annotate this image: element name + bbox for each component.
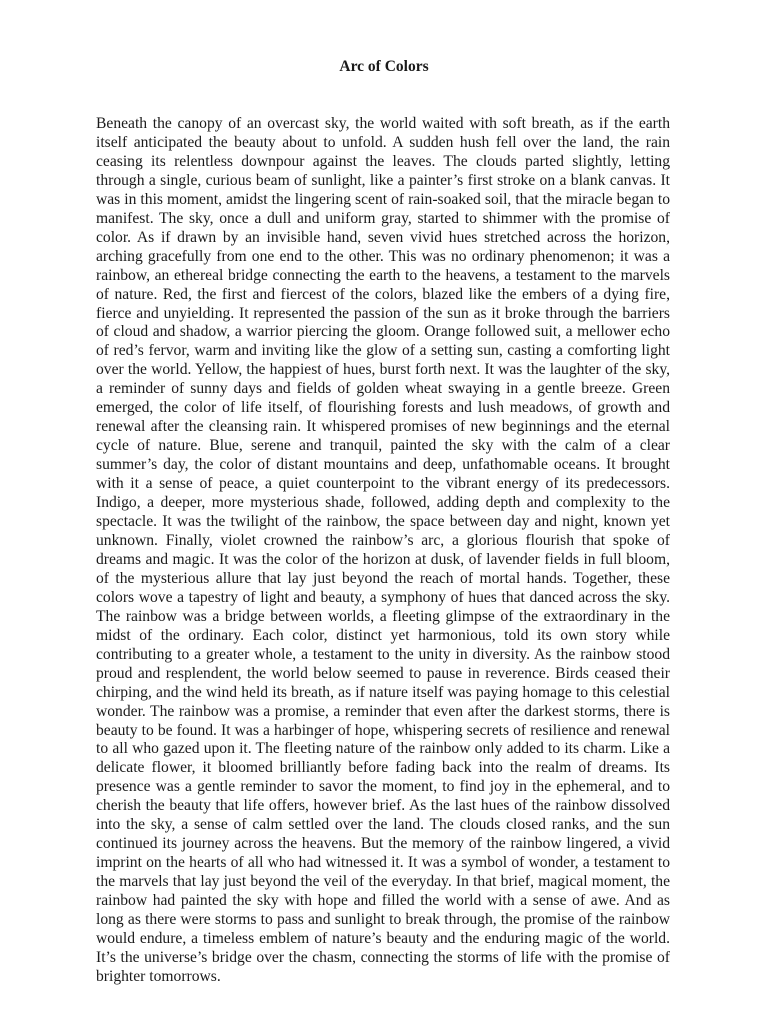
document-title: Arc of Colors — [339, 58, 429, 75]
document-body-paragraph: Beneath the canopy of an overcast sky, the world waited with soft breath, as if the earth itself anticipated the beauty about to unfold. A sudden hush fell over the land, the rain ceasing its relentless downpour against the leaves. The clouds parted slightly, letting through a single, curious beam of sunlight, like a painter’s first stroke on a blank canvas. It was in this moment, amidst the lingering scent of rain-soaked soil, that the miracle began to manifest. The sky, once a dull and uniform gray, started to shimmer with the promise of color. As if drawn by an invisible hand, seven vivid hues stretched across the horizon, arching gracefully from one end to the other. This was no ordinary phenomenon; it was a rainbow, an ethereal bridge connecting the earth to the heavens, a testament to the marvels of nature. Red, the first and fiercest of the colors, blazed like the embers of a dying fire, fierce and unyielding. It represented the passion of the sun as it broke through the barriers of cloud and shadow, a warrior piercing the gloom. Orange followed suit, a mellower echo of red’s fervor, warm and inviting like the glow of a setting sun, casting a comforting light over the world. Yellow, the happiest of hues, burst forth next. It was the laughter of the sky, a reminder of sunny days and fields of golden wheat swaying in a gentle breeze. Green emerged, the color of life itself, of flourishing forests and lush meadows, of growth and renewal after the cleansing rain. It whispered promises of new beginnings and the eternal cycle of nature. Blue, serene and tranquil, painted the sky with the calm of a clear summer’s day, the color of distant mountains and deep, unfathomable oceans. It brought with it a sense of peace, a quiet counterpoint to the vibrant energy of its predecessors. Indigo, a deeper, more mysterious shade, followed, adding depth and complexity to the spectacle. It was the twilight of the rainbow, the space between day and night, known yet unknown. Finally, violet crowned the rainbow’s arc, a glorious flourish that spoke of dreams and magic. It was the color of the horizon at dusk, of lavender fields in full bloom, of the mysterious allure that lay just beyond the reach of mortal hands. Together, these colors wove a tapestry of light and beauty, a symphony of hues that danced across the sky. The rainbow was a bridge between worlds, a fleeting glimpse of the extraordinary in the midst of the ordinary. Each color, distinct yet harmonious, told its own story while contributing to a greater whole, a testament to the unity in diversity. As the rainbow stood proud and resplendent, the world below seemed to pause in reverence. Birds ceased their chirping, and the wind held its breath, as if nature itself was paying homage to this celestial wonder. The rainbow was a promise, a reminder that even after the darkest storms, there is beauty to be found. It was a harbinger of hope, whispering secrets of resilience and renewal to all who gazed upon it. The fleeting nature of the rainbow only added to its charm. Like a delicate flower, it bloomed brilliantly before fading back into the realm of dreams. Its presence was a gentle reminder to savor the moment, to find joy in the ephemeral, and to cherish the beauty that life offers, however brief. As the last hues of the rainbow dissolved into the sky, a sense of calm settled over the land. The clouds closed ranks, and the sun continued its journey across the heavens. But the memory of the rainbow lingered, a vivid imprint on the hearts of all who had witnessed it. It was a symbol of wonder, a testament to the marvels that lay just beyond the veil of the everyday. In that brief, magical moment, the rainbow had painted the sky with hope and filled the world with a sense of awe. And as long as there were storms to pass and sunlight to break through, the promise of the rainbow would endure, a timeless emblem of nature’s beauty and the enduring magic of the world. It’s the universe’s bridge over the chasm, connecting the storms of life with the promise of brighter tomorrows. — [96, 115, 670, 985]
